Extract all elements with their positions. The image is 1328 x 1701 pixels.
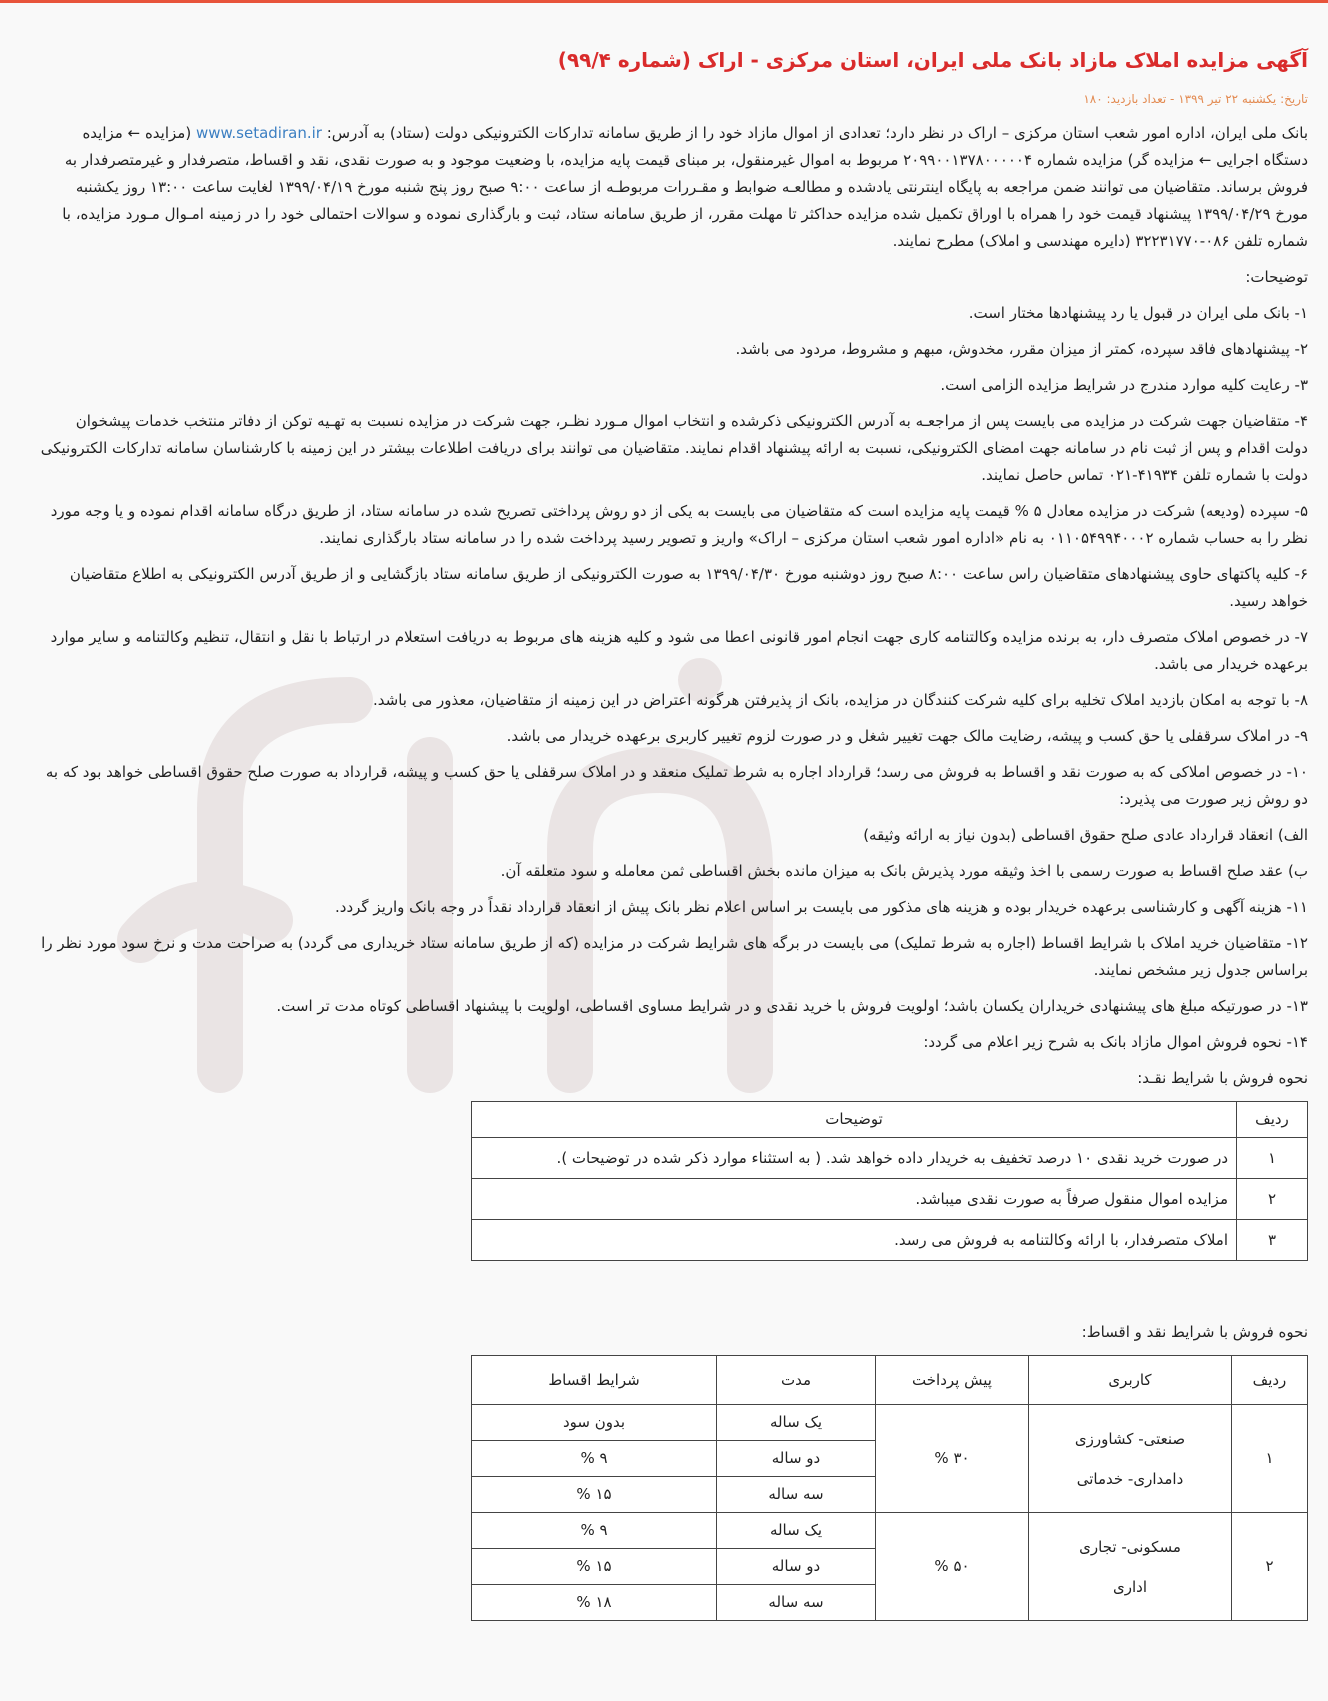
terms-cell: ۹ % bbox=[472, 1441, 717, 1477]
setadiran-link[interactable]: www.setadiran.ir bbox=[195, 124, 322, 142]
column-header: ردیف bbox=[1237, 1102, 1308, 1138]
note-item: ۱- بانک ملی ایران در قبول یا رد پیشنهادها مختار است. bbox=[968, 304, 1308, 322]
usage-cell bbox=[1029, 1513, 1232, 1621]
row-number: ۲ bbox=[1232, 1513, 1308, 1621]
terms-cell: ۱۵ % bbox=[472, 1549, 717, 1585]
table-header-row bbox=[472, 1102, 1308, 1138]
row-description: مزایده اموال منقول صرفاً به صورت نقدی میباشد. bbox=[472, 1179, 1237, 1220]
note-item: ۶- کلیه پاکتهای حاوی پیشنهادهای متقاضیان راس ساعت ۸:۰۰ صبح روز دوشنبه مورخ ۱۳۹۹/۰۴/۳۰ به صورت الکترونیکی از طریق سامانه ستاد بازگشایی و از طریق آدرس الکترونیکی به اطلاع متقاضیان خواهد رسید. bbox=[69, 565, 1308, 610]
row-number: ۳ bbox=[1237, 1220, 1308, 1261]
note-item: ۴- متقاضیان جهت شرکت در مزایده می بایست پس از مراجعـه به آدرس الکترونیکی ذکرشده و انتخاب اموال مـورد نظـر، جهت شرکت در مزایده نسبت به تهـیه توکن از دفاتر منتخب خدمات پیشخوان دولت اقدام و پس از ثبت نام در سامانه جهت امضای الکترونیکی، نسبت به ارائه پیشنهاد اقدام نمایند. متقاضیان می توانند برای دریافت اطلاعات بیشتر در این زمینه با کارشناسان سامانه تدارکات الکترونیکی دولت با شماره تلفن ۴۱۹۳۴-۰۲۱ تماس حاصل نمایند. bbox=[40, 412, 1308, 484]
usage-line: صنعتی- کشاورزی bbox=[1074, 1429, 1186, 1448]
note-item: ۳- رعایت کلیه موارد مندرج در شرایط مزایده الزامی است. bbox=[940, 376, 1308, 394]
column-header: ردیف bbox=[1232, 1356, 1308, 1405]
table-row bbox=[472, 1138, 1308, 1179]
notes-heading: توضیحات: bbox=[1245, 268, 1308, 286]
article bbox=[40, 0, 1308, 1621]
column-header: مدت bbox=[717, 1356, 876, 1405]
column-header: شرایط اقساط bbox=[472, 1356, 717, 1405]
cash-sale-table bbox=[471, 1101, 1308, 1261]
row-number: ۲ bbox=[1237, 1179, 1308, 1220]
terms-cell: بدون سود bbox=[472, 1405, 717, 1441]
column-header: پیش پرداخت bbox=[876, 1356, 1029, 1405]
cash-sale-heading: نحوه فروش با شرایط نقـد: bbox=[1137, 1069, 1308, 1087]
note-item: ۱۰- در خصوص املاکی که به صورت نقد و اقساط به فروش می رسد؛ قرارداد اجاره به شرط تملیک منعقد و در املاک سرقفلی یا حق کسب و پیشه، قرارداد به صورت صلح حقوق اقساطی خواهد بود که به دو روش زیر صورت می پذیرد: bbox=[45, 763, 1308, 808]
intro-text-after-link: (مزایده ← مزایده دستگاه اجرایی ← مزایده گر) مزایده شماره ۲۰۹۹۰۰۱۳۷۸۰۰۰۰۰۴ مربوط به اموال غیرمنقول، بر مبنای قیمت پایه مزایده، با وضعیت موجود و به صورت نقدی، نقد و اقساط، متصرفدار و غیرمتصرفدار به فروش برساند. متقاضیان می توانند ضمن مراجعه به پایگاه اینترنتی یادشده و مطالعـه ضوابط و مقـررات مربوطـه از ساعت ۹:۰۰ صبح روز پنج شنبه مورخ ۱۳۹۹/۰۴/۱۹ لغایت ساعت ۱۳:۰۰ روز یکشنبه مورخ ۱۳۹۹/۰۴/۲۹ پیشنهاد قیمت خود را همراه با اوراق تکمیل شده مزایده حداکثر تا مهلت مقرر، از طریق سامانه ستاد، ثبت و بارگذاری نموده و سوالات احتمالی خود را در زمینه امـوال مـورد مزایده، با شماره تلفن ۰۸۶-۳۲۲۳۱۷۷۰ (دایره مهندسی و املاک) مطرح نمایند. bbox=[62, 124, 1308, 250]
note-item: ۲- پیشنهادهای فاقد سپرده، کمتر از میزان مقرر، مخدوش، مبهم و مشروط، مردود می باشد. bbox=[735, 340, 1308, 358]
row-description: املاک متصرفدار، با ارائه وکالتنامه به فروش می رسد. bbox=[472, 1220, 1237, 1261]
terms-cell: ۹ % bbox=[472, 1513, 717, 1549]
intro-text-before-link: بانک ملی ایران، اداره امور شعب استان مرکزی – اراک در نظر دارد؛ تعدادی از اموال مازاد خود را از طریق سامانه تدارکات الکترونیکی دولت (ستاد) به آدرس: bbox=[321, 124, 1308, 142]
page-title: آگهی مزایده املاک مازاد بانک ملی ایران، استان مرکزی - اراک (شماره ۹۹/۴) bbox=[557, 48, 1308, 72]
note-item: ۱۱- هزینه آگهی و کارشناسی برعهده خریدار بوده و هزینه های مذکور می بایست بر اساس اعلام نظر بانک پیش از انعقاد قرارداد نقداً در وجه بانک واریز گردد. bbox=[335, 898, 1308, 916]
note-item: ۵- سپرده (ودیعه) شرکت در مزایده معادل ۵ % قیمت پایه مزایده است که متقاضیان می بایست به یکی از دو روش پرداختی تصریح شده در سامانه ستاد، از طریق درگاه سامانه اقدام نموده و یا وجه مورد نظر را به حساب شماره ۰۱۱۰۵۴۹۹۴۰۰۰۲ به نام «اداره امور شعب استان مرکزی – اراک» واریز و تصویر رسید پرداخت شده را در سامانه ستاد بارگذاری نمایند. bbox=[50, 502, 1308, 547]
column-header: توضیحات bbox=[472, 1102, 1237, 1138]
note-item: ۱۴- نحوه فروش اموال مازاد بانک به شرح زیر اعلام می گردد: bbox=[923, 1033, 1308, 1051]
terms-cell: ۱۸ % bbox=[472, 1585, 717, 1621]
table-header-row bbox=[472, 1356, 1308, 1405]
note-item: ۹- در املاک سرقفلی یا حق کسب و پیشه، رضایت مالک جهت تغییر شغل و در صورت لزوم تغییر کاربری برعهده خریدار می باشد. bbox=[506, 727, 1308, 745]
table-row bbox=[472, 1179, 1308, 1220]
duration-cell: سه ساله bbox=[717, 1477, 876, 1513]
article-meta: تاریخ: یکشنبه ۲۲ تیر ۱۳۹۹ - تعداد بازدید: ۱۸۰ bbox=[1083, 92, 1308, 106]
note-item: ۸- با توجه به امکان بازدید املاک تخلیه برای کلیه شرکت کنندگان در مزایده، بانک از پذیرفتن هرگونه اعتراض در این زمینه از متقاضیان، معذور می باشد. bbox=[373, 691, 1308, 709]
prepayment-cell: ۵۰ % bbox=[876, 1513, 1029, 1621]
intro-paragraph bbox=[40, 120, 1308, 255]
note-item: ۱۲- متقاضیان خرید املاک با شرایط اقساط (اجاره به شرط تملیک) می بایست در برگه های شرایط شرکت در مزایده (که از طریق سامانه ستاد خریداری می گردد) به صراحت مدت و نرخ سود مورد نظر را براساس جدول زیر مشخص نمایند. bbox=[41, 934, 1308, 979]
row-description: در صورت خرید نقدی ۱۰ درصد تخفیف به خریدار داده خواهد شد. ( به استثناء موارد ذکر شده در توضیحات ). bbox=[472, 1138, 1237, 1179]
prepayment-cell: ۳۰ % bbox=[876, 1405, 1029, 1513]
table-row bbox=[472, 1405, 1308, 1441]
row-number: ۱ bbox=[1232, 1405, 1308, 1513]
duration-cell: یک ساله bbox=[717, 1405, 876, 1441]
note-item: ۱۳- در صورتیکه مبلغ های پیشنهادی خریداران یکسان باشد؛ اولویت فروش با خرید نقدی و در شرایط مساوی اقساطی، اولویت با پیشنهاد اقساطی کوتاه مدت تر است. bbox=[276, 997, 1308, 1015]
duration-cell: دو ساله bbox=[717, 1549, 876, 1585]
installment-sale-heading: نحوه فروش با شرایط نقد و اقساط: bbox=[1081, 1323, 1308, 1341]
terms-cell: ۱۵ % bbox=[472, 1477, 717, 1513]
table-row bbox=[472, 1513, 1308, 1549]
installment-sale-table bbox=[471, 1355, 1308, 1621]
usage-line: اداری bbox=[1113, 1577, 1147, 1596]
note-item: الف) انعقاد قرارداد عادی صلح حقوق اقساطی (بدون نیاز به ارائه وثیقه) bbox=[863, 826, 1308, 844]
duration-cell: سه ساله bbox=[717, 1585, 876, 1621]
duration-cell: یک ساله bbox=[717, 1513, 876, 1549]
row-number: ۱ bbox=[1237, 1138, 1308, 1179]
usage-line: مسکونی- تجاری bbox=[1079, 1537, 1181, 1556]
usage-cell bbox=[1029, 1405, 1232, 1513]
article-body bbox=[40, 120, 1308, 1621]
note-item: ب) عقد صلح اقساط به صورت رسمی با اخذ وثیقه مورد پذیرش بانک به میزان مانده بخش اقساطی ثمن معامله و سود متعلقه آن. bbox=[500, 862, 1308, 880]
usage-line: دامداری- خدماتی bbox=[1076, 1469, 1184, 1488]
table-row bbox=[472, 1220, 1308, 1261]
duration-cell: دو ساله bbox=[717, 1441, 876, 1477]
note-item: ۷- در خصوص املاک متصرف دار، به برنده مزایده وکالتنامه کاری جهت انجام امور قانونی اعطا می شود و کلیه هزینه های مربوط به دریافت استعلام در ارتباط با نقل و انتقال، تنظیم وکالتنامه و سایر موارد برعهده خریدار می باشد. bbox=[50, 628, 1308, 673]
column-header: کاربری bbox=[1029, 1356, 1232, 1405]
